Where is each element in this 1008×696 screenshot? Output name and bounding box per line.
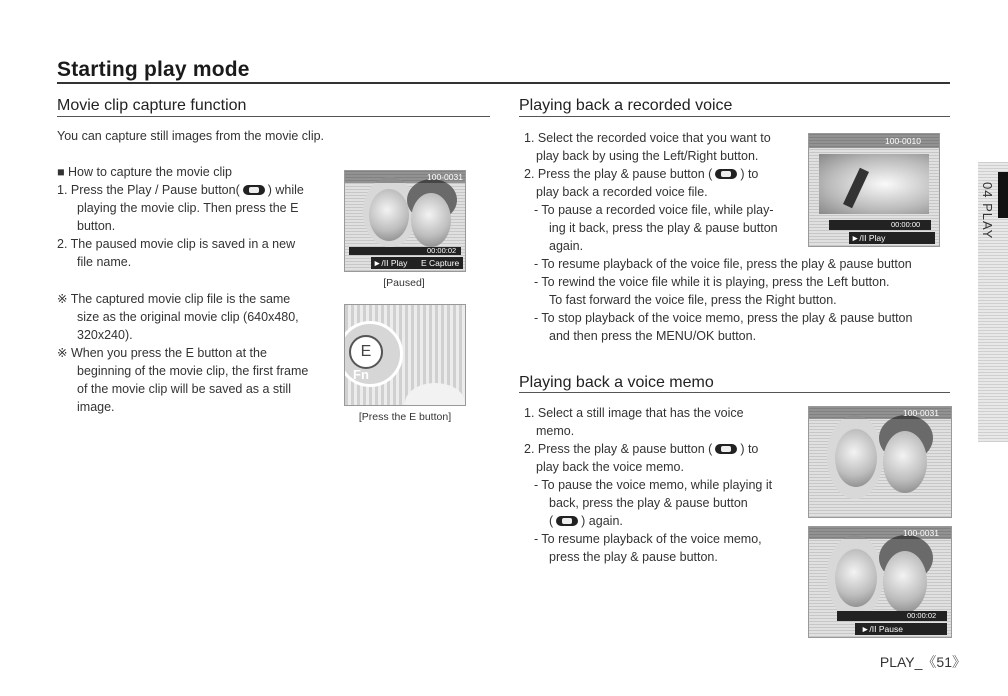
chapter-side-tab xyxy=(978,162,1008,442)
how-to-heading: ■ How to capture the movie clip xyxy=(57,165,232,179)
voice-bullet-3-b: To fast forward the voice file, press the Right button. xyxy=(549,293,837,307)
voice-section-title: Playing back a recorded voice xyxy=(519,97,733,114)
voice-step-2-text-b: ) to xyxy=(740,167,759,181)
step-1-text-b: ) while xyxy=(267,183,304,197)
memo2-face-left xyxy=(835,549,877,607)
caption-paused: [Paused] xyxy=(383,277,425,289)
screen-counter: 100-0031 xyxy=(427,172,463,182)
voice-step-1-cont: play back by using the Left/Right button. xyxy=(536,149,759,163)
memo-step-1: 1. Select a still image that has the voice xyxy=(524,406,744,420)
note-2-b: beginning of the movie clip, the first frame xyxy=(77,364,309,378)
play-pause-button-icon xyxy=(715,444,737,454)
memo-screen-image-1 xyxy=(808,406,952,518)
movie-intro: You can capture still images from the movie clip. xyxy=(57,129,325,143)
play-pause-button-icon xyxy=(243,185,265,195)
memo-bullet-2-b: press the play & pause button. xyxy=(549,550,718,564)
memo-steps xyxy=(524,404,814,566)
note-1-c: 320x240). xyxy=(77,328,133,342)
memo2-counter: 100-0031 xyxy=(903,528,939,538)
step-2-cont: file name. xyxy=(77,255,132,269)
step-1-end: button. xyxy=(77,219,116,233)
step-2: 2. The paused movie clip is saved in a new xyxy=(57,237,296,251)
memo1-face-right xyxy=(883,431,927,493)
memo1-counter: 100-0031 xyxy=(903,408,939,418)
memo2-time: 00:00:02 xyxy=(907,611,937,620)
e-button-image xyxy=(344,304,466,406)
step-1-cont: playing the movie clip. Then press the E xyxy=(77,201,299,215)
step-1-text: 1. Press the Play / Pause button( xyxy=(57,183,240,197)
voice-screen-image xyxy=(808,133,940,247)
screen-capture-label: E Capture xyxy=(421,258,460,268)
voice-bullet-4-b: and then press the MENU/OK button. xyxy=(549,329,757,343)
face-left xyxy=(369,189,409,241)
memo1-face-left xyxy=(835,429,877,487)
voice-screen-time: 00:00:00 xyxy=(891,220,921,229)
memo-bullet-1: - To pause the voice memo, while playing it xyxy=(534,478,773,492)
voice-bullet-1-c: again. xyxy=(549,239,584,253)
voice-bullet-1: - To pause a recorded voice file, while play- xyxy=(534,203,774,217)
paused-screen-image xyxy=(344,170,466,272)
movie-notes xyxy=(57,290,347,416)
memo-bullet-1-c-post: ) again. xyxy=(581,514,623,528)
voice-bullet-3: - To rewind the voice file while it is playing, press the Left button. xyxy=(534,275,890,289)
memo-bullet-2: - To resume playback of the voice memo, xyxy=(534,532,762,546)
microphone-graphic xyxy=(819,154,929,214)
note-2-d: image. xyxy=(77,400,115,414)
step-1 xyxy=(57,181,347,199)
movie-steps xyxy=(57,163,347,271)
dial-shape xyxy=(405,383,465,406)
memo-step-2-cont: play back the voice memo. xyxy=(536,460,684,474)
memo-section-rule xyxy=(519,392,950,393)
voice-screen-counter: 100-0010 xyxy=(885,136,921,146)
voice-bullet-4: - To stop playback of the voice memo, press the play & pause button xyxy=(534,311,913,325)
memo2-pause-label: ►/II Pause xyxy=(861,624,903,634)
memo2-face-right xyxy=(883,551,927,613)
memo-bullet-1-c xyxy=(524,512,814,530)
voice-steps xyxy=(524,129,814,255)
movie-section-title: Movie clip capture function xyxy=(57,97,247,114)
play-pause-button-icon xyxy=(556,516,578,526)
note-1-b: size as the original movie clip (640x480, xyxy=(77,310,299,324)
caption-e-button: [Press the E button] xyxy=(358,411,452,423)
memo-step-2 xyxy=(524,440,814,458)
chapter-label: 04 PLAY xyxy=(980,182,995,240)
page-title: Starting play mode xyxy=(57,58,250,81)
memo-step-2-text-b: ) to xyxy=(740,442,759,456)
memo-section-title: Playing back a voice memo xyxy=(519,374,714,391)
face-right xyxy=(411,193,451,247)
voice-step-2-text: 2. Press the play & pause button ( xyxy=(524,167,713,181)
fn-label: Fn xyxy=(353,367,369,382)
play-pause-button-icon xyxy=(715,169,737,179)
page-number: PLAY_《51》 xyxy=(879,654,966,670)
note-2: ※ When you press the E button at the xyxy=(57,346,267,360)
voice-bullets xyxy=(524,255,964,345)
voice-step-1: 1. Select the recorded voice that you want to xyxy=(524,131,771,145)
memo-step-1-cont: memo. xyxy=(536,424,575,438)
title-rule xyxy=(57,82,950,84)
voice-screen-play: ►/II Play xyxy=(851,233,886,243)
chapter-marker xyxy=(998,172,1008,218)
voice-step-2 xyxy=(524,165,814,183)
voice-step-2-cont: play back a recorded voice file. xyxy=(536,185,708,199)
movie-section-rule xyxy=(57,116,490,117)
note-2-c: of the movie clip will be saved as a still xyxy=(77,382,291,396)
voice-section-rule xyxy=(519,116,950,117)
memo-step-2-text: 2. Press the play & pause button ( xyxy=(524,442,713,456)
voice-bullet-2: - To resume playback of the voice file, press the play & pause button xyxy=(534,257,912,271)
e-button-icon: E xyxy=(349,335,383,369)
voice-bullet-1-b: ing it back, press the play & pause button xyxy=(549,221,778,235)
memo-screen-image-2 xyxy=(808,526,952,638)
note-1: ※ The captured movie clip file is the same xyxy=(57,292,291,306)
memo-bullet-1-c-pre: ( xyxy=(549,514,554,528)
screen-play-label: ►/II Play xyxy=(373,258,408,268)
memo-bullet-1-b: back, press the play & pause button xyxy=(549,496,748,510)
screen-time: 00:00:02 xyxy=(427,246,457,255)
